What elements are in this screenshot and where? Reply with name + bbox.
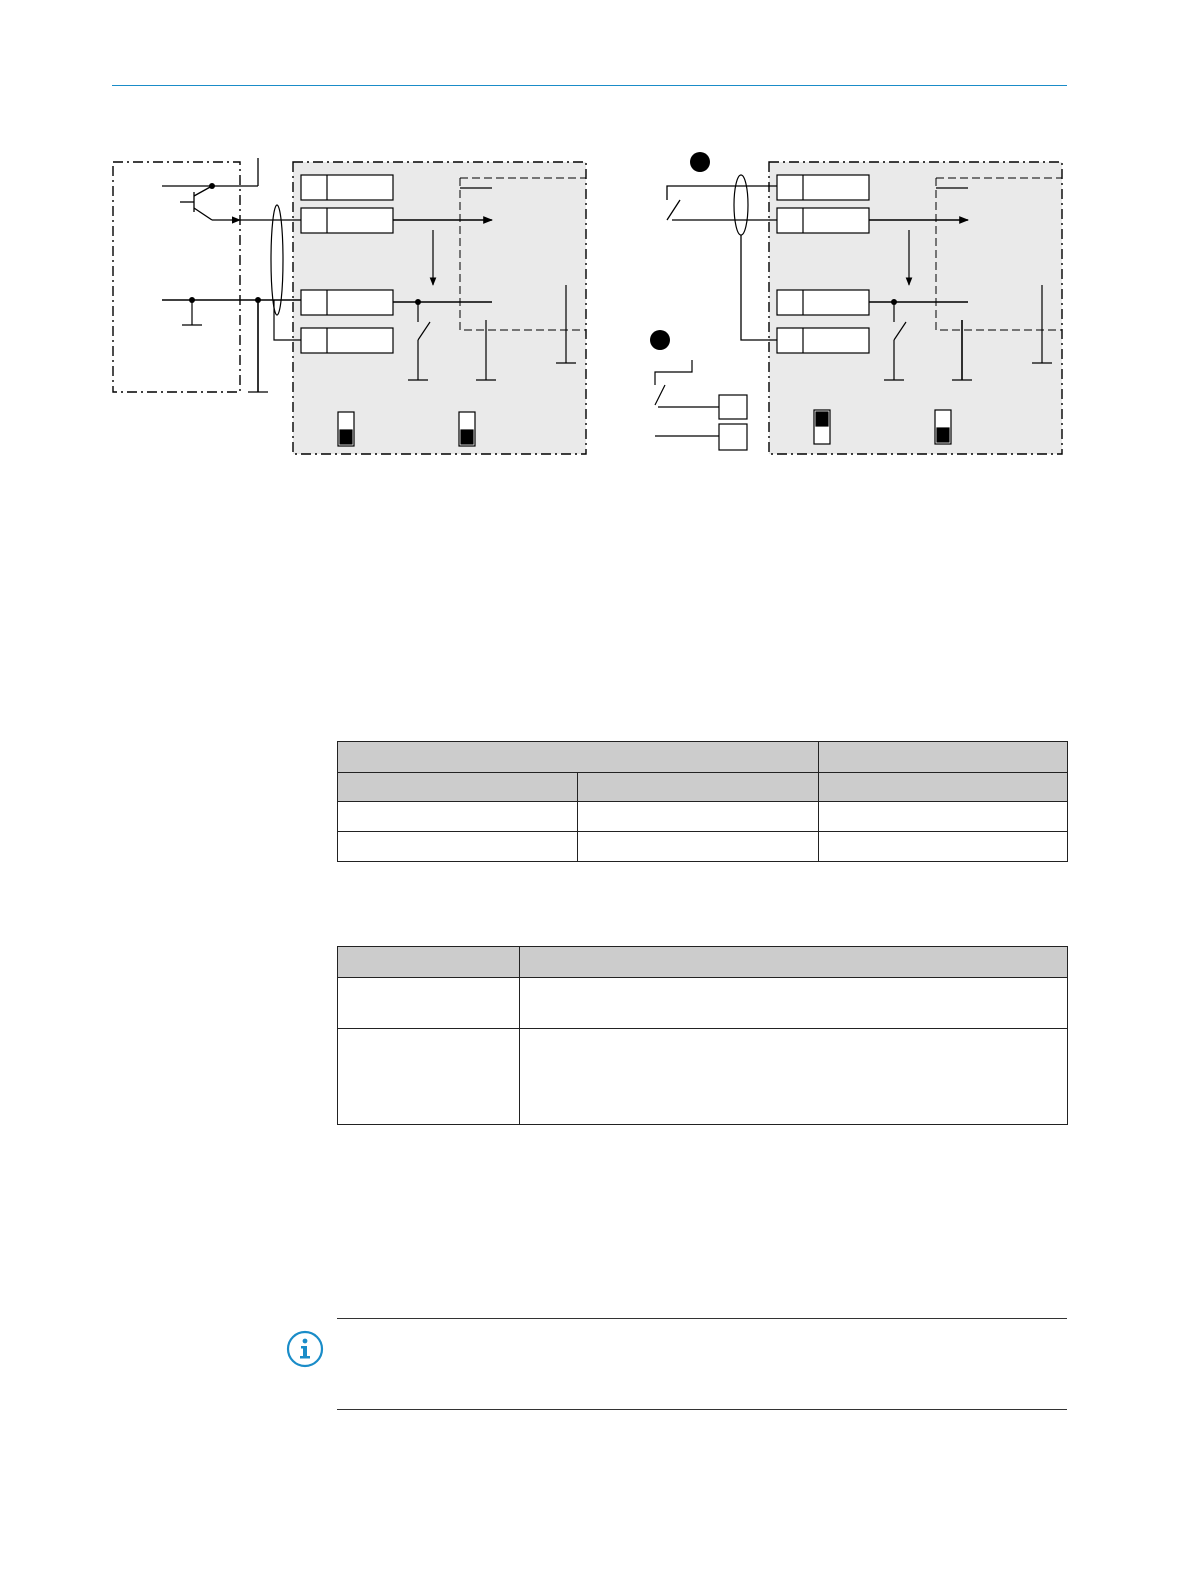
table-cell (819, 802, 1068, 832)
table-cell (819, 832, 1068, 862)
info-icon (286, 1330, 324, 1368)
note-bottom-rule (337, 1409, 1067, 1410)
table-2-header-row (338, 947, 1068, 978)
table-1-header-cell (819, 773, 1068, 802)
table-cell (520, 1029, 1068, 1125)
callout-marker-1 (690, 152, 710, 172)
table-cell (578, 832, 819, 862)
table-cell (578, 802, 819, 832)
left-circuit-diagram (113, 158, 586, 454)
note-top-rule (337, 1318, 1067, 1319)
table-1-header-cell (578, 773, 819, 802)
left-external-control-box (113, 162, 240, 392)
table-cell (338, 978, 520, 1029)
right-circuit-diagram (650, 152, 1062, 454)
left-transistor-symbol (162, 158, 258, 220)
table-1-header-cell (819, 742, 1068, 773)
table-2 (337, 946, 1068, 1125)
table-1 (337, 741, 1068, 862)
table-row (338, 978, 1068, 1029)
table-1-header-row-2 (338, 773, 1068, 802)
table-row (338, 832, 1068, 862)
wiring-diagram-figure (0, 0, 1191, 480)
table-1-header-row-1 (338, 742, 1068, 773)
table-row (338, 802, 1068, 832)
table-row (338, 1029, 1068, 1125)
table-cell (338, 1029, 520, 1125)
table-2-header-cell (520, 947, 1068, 978)
table-cell (338, 832, 578, 862)
table-cell (338, 802, 578, 832)
table-cell (520, 978, 1068, 1029)
table-1-header-cell (338, 742, 819, 773)
callout-marker-2 (650, 330, 670, 350)
table-1-header-cell (338, 773, 578, 802)
table-2-header-cell (338, 947, 520, 978)
